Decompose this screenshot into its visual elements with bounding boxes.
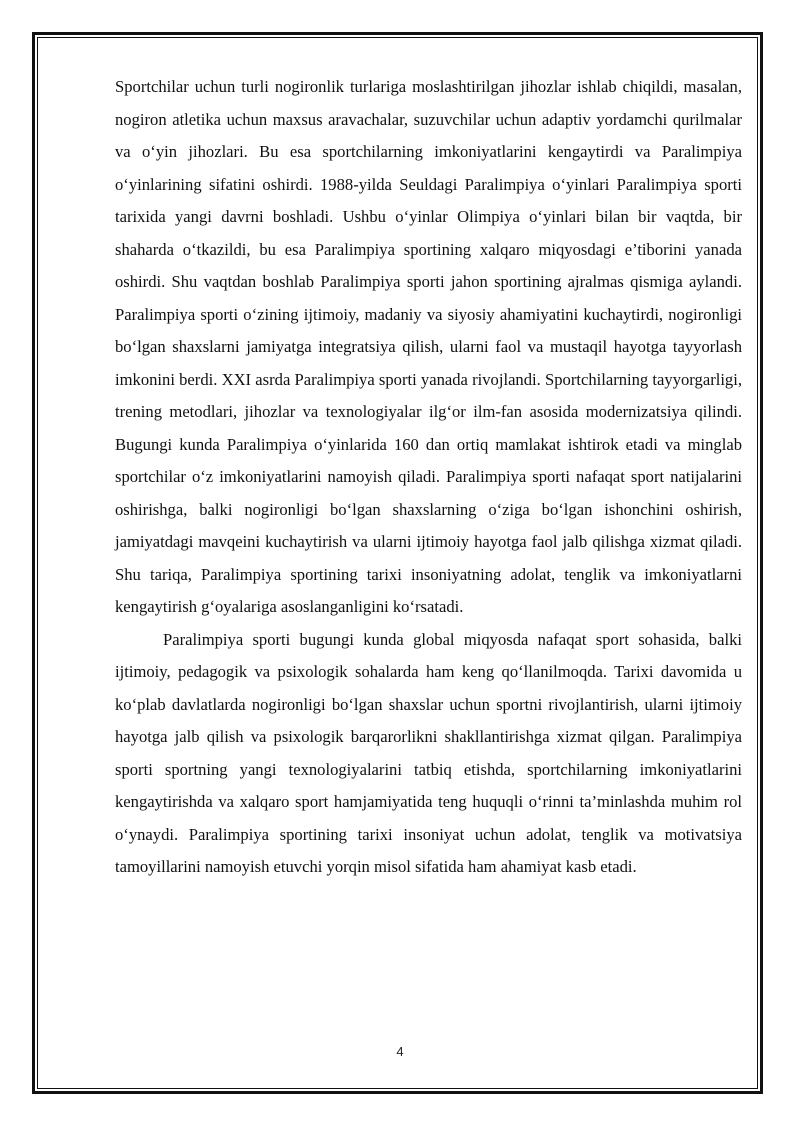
- page-number: 4: [396, 1044, 404, 1059]
- paragraph-2: Paralimpiya sporti bugungi kunda global miqyosda nafaqat sport sohasida, balki ijtimoiy, pedagogik va psixologik sohalarda ham keng qo‘llanilmoqda. Tarixi davomida u ko‘plab davlatlarda nogironligi bo‘lgan shaxslar uchun sportni rivojlantirish, ularni ijtimoiy hayotga jalb qilish va psixologik barqarorlikni shakllantirishga xizmat qilgan. Paralimpiya sporti sportning yangi texnologiyalarini tatbiq etishda, sportchilarning imkoniyatlarini kengaytirishda va xalqaro sport hamjamiyatida teng huquqli o‘rinni ta’minlashda muhim rol o‘ynaydi. Paralimpiya sportining tarixi insoniyat uchun adolat, tenglik va motivatsiya tamoyillarini namoyish etuvchi yorqin misol sifatida ham ahamiyat kasb etadi.: [115, 629, 742, 876]
- paragraph-1: Sportchilar uchun turli nogironlik turlariga moslashtirilgan jihozlar ishlab chiqildi, masalan, nogiron atletika uchun maxsus aravachalar, suzuvchilar uchun adaptiv yordamchi qurilmalar va o‘yin jihozlari. Bu esa sportchilarning imkoniyatlarini kengaytirdi va Paralimpiya o‘yinlarining sifatini oshirdi. 1988-yilda Seuldagi Paralimpiya o‘yinlari Paralimpiya sporti tarixida yangi davrni boshladi. Ushbu o‘yinlar Olimpiya o‘yinlari bilan bir vaqtda, bir shaharda o‘tkazildi, bu esa Paralimpiya sportining xalqaro miqyosdagi e’tiborini yanada oshirdi. Shu vaqtdan boshlab Paralimpiya sporti jahon sportining ajralmas qismiga aylandi. Paralimpiya sporti o‘zining ijtimoiy, madaniy va siyosiy ahamiyatini kuchaytirdi, nogironligi bo‘lgan shaxslarni jamiyatga integratsiya qilish, ularni faol va mustaqil hayotga tayyorlash imkonini berdi. XXI asrda Paralimpiya sporti yanada rivojlandi. Sportchilarning tayyorgarligi, trening metodlari, jihozlar va texnologiyalar ilg‘or ilm-fan asosida modernizatsiya qilindi. Bugungi kunda Paralimpiya o‘yinlarida 160 dan ortiq mamlakat ishtirok etadi va minglab sportchilar o‘z imkoniyatlarini namoyish qiladi. Paralimpiya sporti nafaqat sport natijalarini oshirishga, balki nogironligi bo‘lgan shaxslarning o‘ziga bo‘lgan ishonchini oshirish, jamiyatdagi mavqeini kuchaytirish va ularni ijtimoiy hayotga faol jalb qilishga xizmat qiladi. Shu tariqa, Paralimpiya sportining tarixi insoniyatning adolat, tenglik va imkoniyatlarni kengaytirish g‘oyalariga asoslanganligini ko‘rsatadi.: [115, 77, 742, 616]
- document-body: [115, 71, 742, 884]
